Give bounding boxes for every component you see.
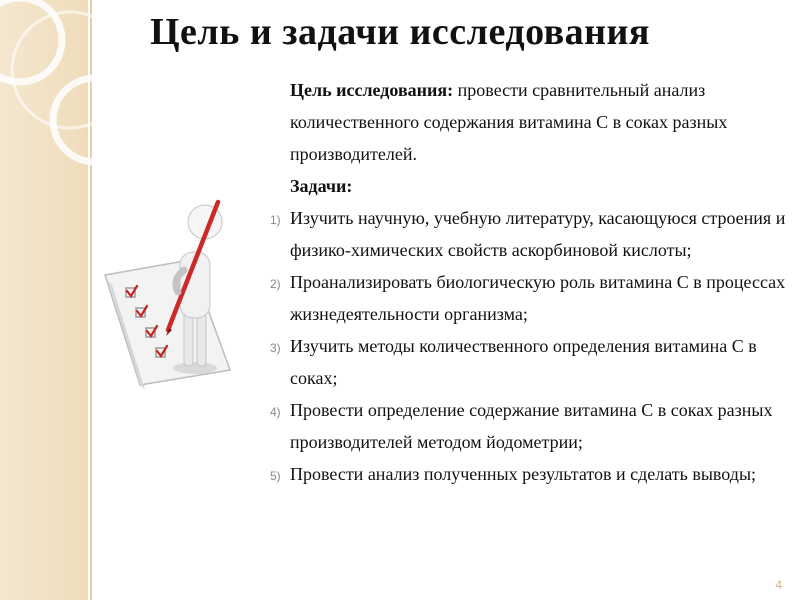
goal-label: Цель исследования: <box>290 80 454 100</box>
task-text: Провести анализ полученных результатов и сделать выводы; <box>290 464 757 484</box>
task-text: Изучить методы количественного определения витамина С в соках; <box>290 336 757 388</box>
task-number: 4) <box>270 405 281 419</box>
task-number: 1) <box>270 213 281 227</box>
task-number: 5) <box>270 469 281 483</box>
task-text: Изучить научную, учебную литературу, касающуюся строения и физико-химических свойств аскорбиновой кислоты; <box>290 208 786 260</box>
task-text: Проанализировать биологическую роль витамина С в процессах жизнедеятельности организма; <box>290 272 786 324</box>
task-item <box>270 458 790 490</box>
task-item <box>270 266 790 330</box>
goal-paragraph <box>290 74 790 170</box>
goal-text: провести сравнительный анализ количественного содержания витамина С в соках разных производителей. <box>290 80 728 164</box>
page-number: 4 <box>775 578 782 592</box>
tasks-list <box>270 202 790 490</box>
task-number: 3) <box>270 341 281 355</box>
task-item <box>270 394 790 458</box>
figure-with-pencil-checklist-icon <box>100 180 240 400</box>
tasks-label: Задачи: <box>290 176 353 196</box>
content-block <box>270 74 790 490</box>
task-text: Провести определение содержание витамина С в соках разных производителей методом йодометрии; <box>290 400 773 452</box>
task-number: 2) <box>270 277 281 291</box>
task-item <box>270 330 790 394</box>
slide-title: Цель и задачи исследования <box>150 11 650 53</box>
task-item <box>270 202 790 266</box>
